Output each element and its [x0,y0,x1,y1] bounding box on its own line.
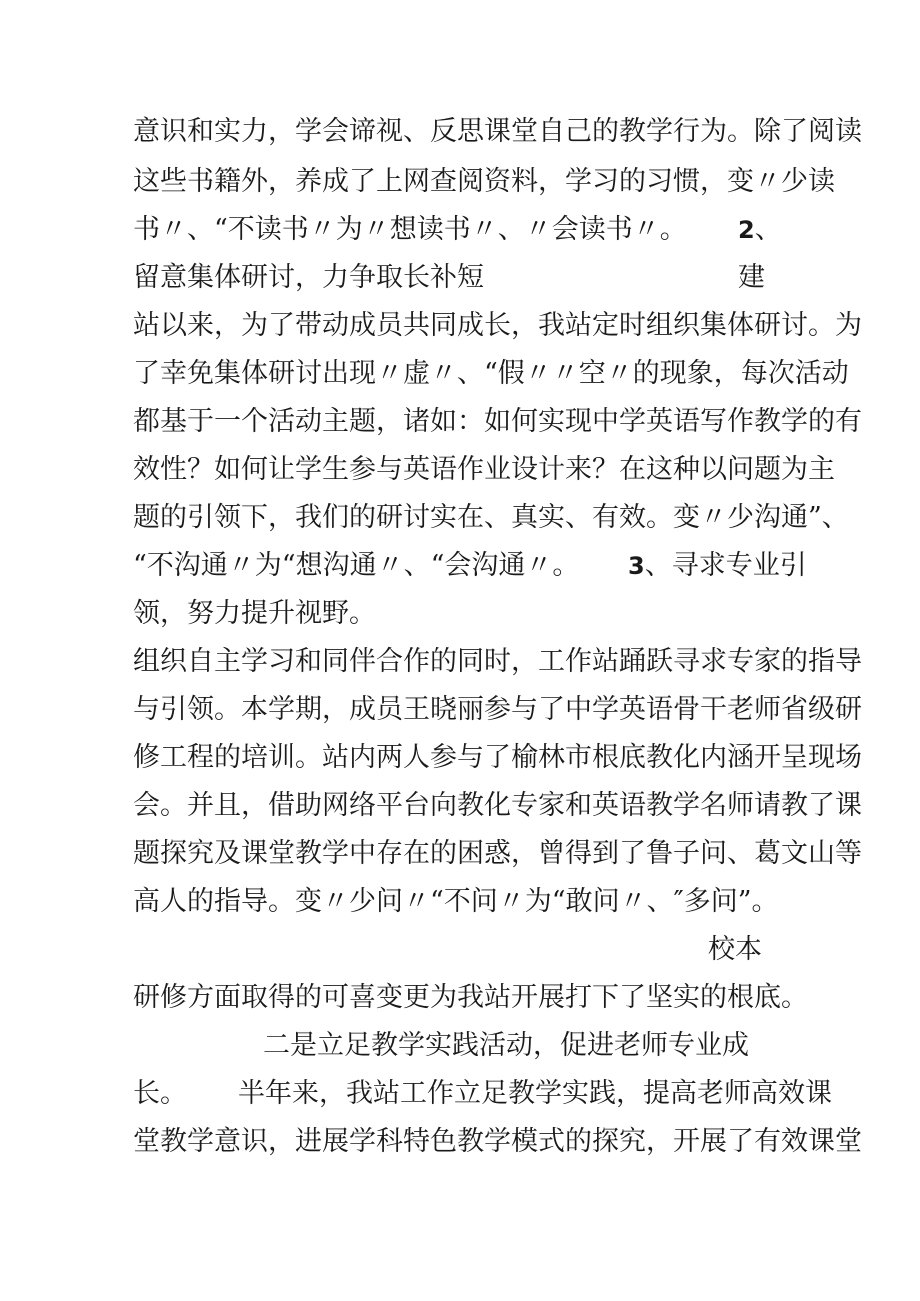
text-line: 堂教学意识，进展学科特色教学模式的探究，开展了有效课堂 [133,1126,862,1157]
section-2-number [738,213,782,247]
text-fragment-jian: 建 [738,262,765,293]
text-line: 组织自主学习和同伴合作的同时，工作站踊跃寻求专家的指导 [133,646,862,677]
text-line: 这些书籍外，养成了上网查阅资料，学习的习惯，变〃少读 [133,166,835,197]
text-line: 题探究及课堂教学中存在的困惑，曾得到了鲁子问、葛文山等 [133,838,862,869]
text-line: 半年来，我站工作立足教学实践，提高老师高效课 [238,1078,832,1109]
text-line: 意识和实力，学会谛视、反思课堂自己的教学行为。除了阅读 [133,116,862,147]
text-line: 了幸免集体研讨出现〃虚〃、“假〃〃空〃的现象，每次活动 [133,358,849,389]
section-2-digit: 2 [738,216,755,244]
text-line: “不沟通〃为“想沟通〃、“会沟通〃。 [133,550,580,581]
text-line: 与引领。本学期，成员王晓丽参与了中学英语骨干老师省级研 [133,694,862,725]
section-heading-practice: 二是立足教学实践活动，促进老师专业成 [263,1030,749,1061]
text-line: 长。 [133,1078,187,1109]
section-2-separator: 、 [754,214,782,245]
section-3-heading [628,549,807,583]
text-line: 题的引领下，我们的研讨实在、真实、有效。变〃少沟通”、 [133,502,849,533]
text-fragment-xiaoben: 校本 [708,934,762,965]
text-line: 研修方面取得的可喜变更为我站开展打下了坚实的根底。 [133,982,808,1013]
text-line: 书〃、“不读书〃为〃想读书〃、〃会读书〃。 [133,214,687,245]
text-line: 站以来，为了带动成员共同成长，我站定时组织集体研讨。为 [133,310,862,341]
text-line: 领，努力提升视野。 [133,598,376,629]
text-line: 修工程的培训。站内两人参与了榆林市根底教化内涵开呈现场 [133,742,862,773]
section-2-heading: 留意集体研讨，力争取长补短 [133,262,484,293]
section-3-digit: 3 [628,552,645,580]
text-line: 都基于一个活动主题，诸如：如何实现中学英语写作教学的有 [133,406,862,437]
text-line: 会。并且，借助网络平台向教化专家和英语教学名师请教了课 [133,790,862,821]
section-3-text: 、寻求专业引 [644,550,807,581]
text-line: 效性？如何让学生参与英语作业设计来？在这种以问题为主 [133,454,835,485]
text-line: 高人的指导。变〃少问〃“不问〃为“敢问〃、″多问”。 [133,886,779,917]
